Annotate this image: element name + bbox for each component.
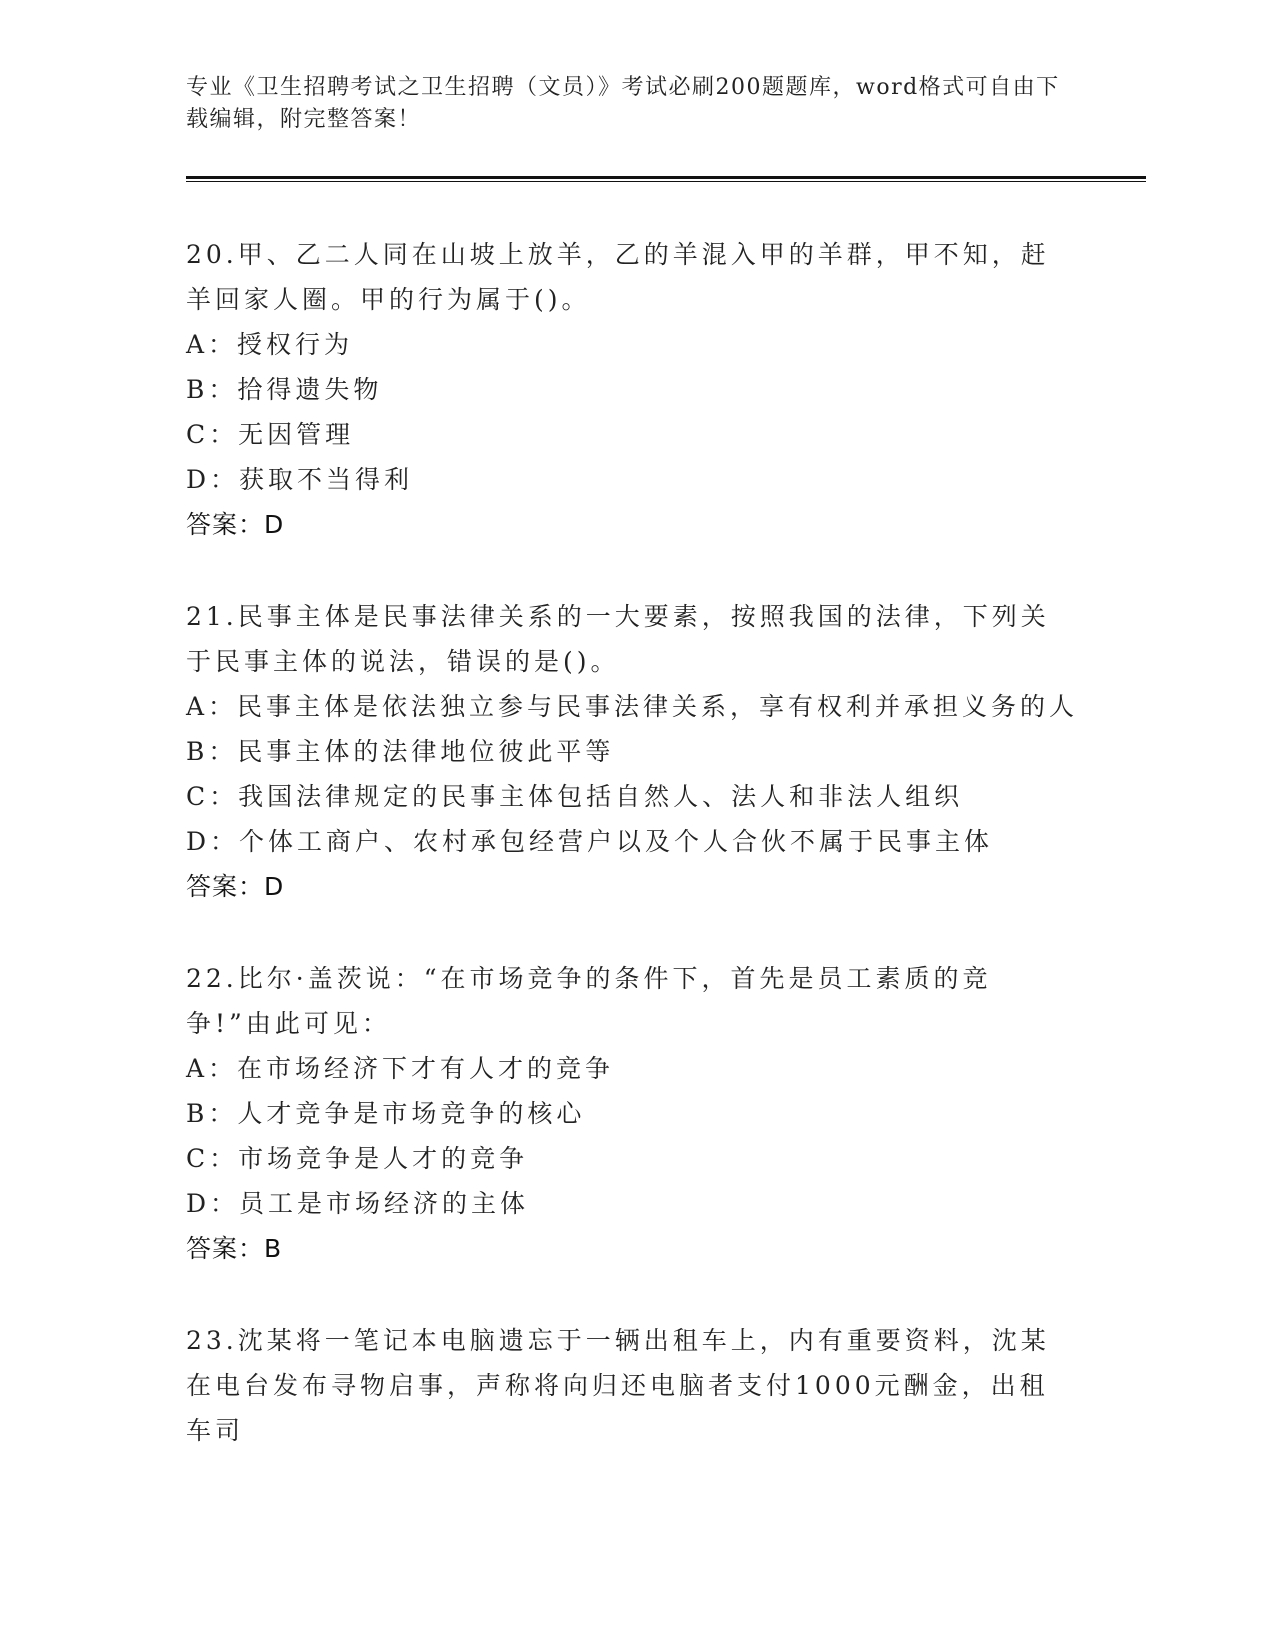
option-c: C：无因管理 <box>186 420 355 449</box>
question-stem: 22.比尔·盖茨说：“在市场竞争的条件下，首先是员工素质的竞争!”由此可见： <box>186 964 992 1038</box>
option-a: A：授权行为 <box>186 330 354 359</box>
question-22 <box>186 956 1066 1272</box>
option-b: B：人才竞争是市场竞争的核心 <box>186 1099 586 1128</box>
question-23 <box>186 1318 1066 1445</box>
answer-line: 答案：D <box>186 872 285 901</box>
option-c: C：我国法律规定的民事主体包括自然人、法人和非法人组织 <box>186 782 964 811</box>
answer-line: 答案：B <box>186 1234 283 1263</box>
option-b: B：民事主体的法律地位彼此平等 <box>186 737 615 766</box>
option-c: C：市场竞争是人才的竞争 <box>186 1144 529 1173</box>
question-stem: 21.民事主体是民事法律关系的一大要素，按照我国的法律，下列关于民事主体的说法，错误的是()。 <box>186 602 1050 676</box>
question-21 <box>186 594 1079 910</box>
question-stem: 23.沈某将一笔记本电脑遗忘于一辆出租车上，内有重要资料，沈某在电台发布寻物启事，声称将向归还电脑者支付1000元酬金，出租车司 <box>186 1326 1050 1445</box>
header-divider-thick <box>186 176 1146 179</box>
header-divider-thin <box>186 181 1146 182</box>
question-list <box>186 232 1079 1460</box>
question-20 <box>186 232 1066 548</box>
option-d: D：获取不当得利 <box>186 465 414 494</box>
answer-line: 答案：D <box>186 510 285 539</box>
option-d: D：个体工商户、农村承包经营户以及个人合伙不属于民事主体 <box>186 827 994 856</box>
option-a: A：在市场经济下才有人才的竞争 <box>186 1054 615 1083</box>
question-stem: 20.甲、乙二人同在山坡上放羊，乙的羊混入甲的羊群，甲不知，赶羊回家人圈。甲的行为属于()。 <box>186 240 1050 314</box>
option-d: D：员工是市场经济的主体 <box>186 1189 530 1218</box>
document-header-intro: 专业《卫生招聘考试之卫生招聘（文员）》考试必刷200题题库，word格式可自由下载编辑，附完整答案！ <box>186 75 1060 132</box>
option-a: A：民事主体是依法独立参与民事法律关系，享有权利并承担义务的人 <box>186 692 1079 721</box>
option-b: B：拾得遗失物 <box>186 375 383 404</box>
